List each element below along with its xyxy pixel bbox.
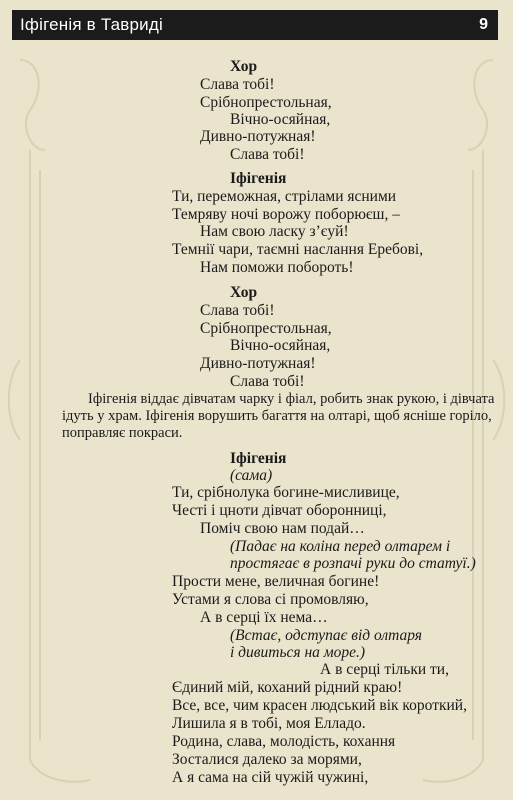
verse-line: Лишила я в тобі, моя Елладо. — [172, 715, 366, 732]
verse-line: Ти, переможная, стрілами ясними — [172, 188, 397, 205]
verse-line: Зосталися далеко за морями, — [172, 751, 362, 768]
verse-line: Дивно-потужная! — [200, 128, 316, 145]
verse-line: Слава тобі! — [230, 373, 305, 390]
stage-direction: простягає в розпачі руки до статуї.) — [230, 555, 476, 572]
verse-line: Темряву ночі ворожу поборюєш, – — [172, 206, 400, 223]
verse-line: Слава тобі! — [230, 146, 305, 163]
verse-line: Поміч свою нам подай… — [200, 520, 365, 537]
verse-line: Слава тобі! — [200, 76, 275, 93]
stage-direction: (сама) — [230, 467, 273, 484]
speaker-name: Іфігенія — [230, 450, 287, 467]
verse-line: Срібнопрестольная, — [200, 320, 332, 337]
stage-direction-prose: поправляє покраси. — [62, 425, 183, 441]
verse-line: Єдиний мій, коханий рідний краю! — [172, 679, 403, 696]
verse-line: Нам поможи побороть! — [200, 259, 354, 276]
verse-line: Ти, срібнолука богине-мисливице, — [172, 484, 400, 501]
stage-direction-prose: ідуть у храм. Іфігенія ворушить багаття на олтарі, щоб ясніше горіло, — [62, 408, 492, 424]
stage-direction-prose: Іфігенія віддає дівчатам чарку і фіал, робить знак рукою, і дівчата — [88, 391, 495, 407]
verse-line: Дивно-потужная! — [200, 355, 316, 372]
page-number: 9 — [479, 16, 488, 33]
verse-line: А в серці тільки ти, — [320, 661, 449, 678]
speaker-name: Іфігенія — [230, 170, 287, 187]
verse-line: Устами я слова сі промовляю, — [172, 591, 369, 608]
verse-line: Темнії чари, таємні наслання Еребові, — [172, 241, 424, 258]
verse-line: Вічно-осяйная, — [230, 337, 331, 354]
verse-line: Прости мене, величная богине! — [172, 573, 380, 590]
verse-line: Родина, слава, молодість, кохання — [172, 733, 396, 750]
verse-line: Срібнопрестольная, — [200, 94, 332, 111]
verse-line: Слава тобі! — [200, 302, 275, 319]
verse-line: А в серці їх нема… — [200, 609, 328, 626]
verse-line: Все, все, чим красен людський вік короткий, — [172, 697, 467, 714]
stage-direction: (Падає на коліна перед олтарем і — [230, 538, 451, 555]
verse-line: Вічно-осяйная, — [230, 111, 331, 128]
verse-line: Нам свою ласку з’єуй! — [200, 223, 349, 240]
speaker-name: Хор — [230, 58, 258, 75]
verse-line: Честі і цноти дівчат оборонниці, — [172, 502, 387, 519]
stage-direction: і дивиться на море.) — [230, 644, 366, 661]
stage-direction: (Встає, одступає від олтаря — [230, 627, 422, 644]
running-title: Іфігенія в Тавриді — [20, 15, 163, 34]
speaker-name: Хор — [230, 284, 258, 301]
verse-line: А я сама на сій чужій чужині, — [172, 769, 369, 786]
